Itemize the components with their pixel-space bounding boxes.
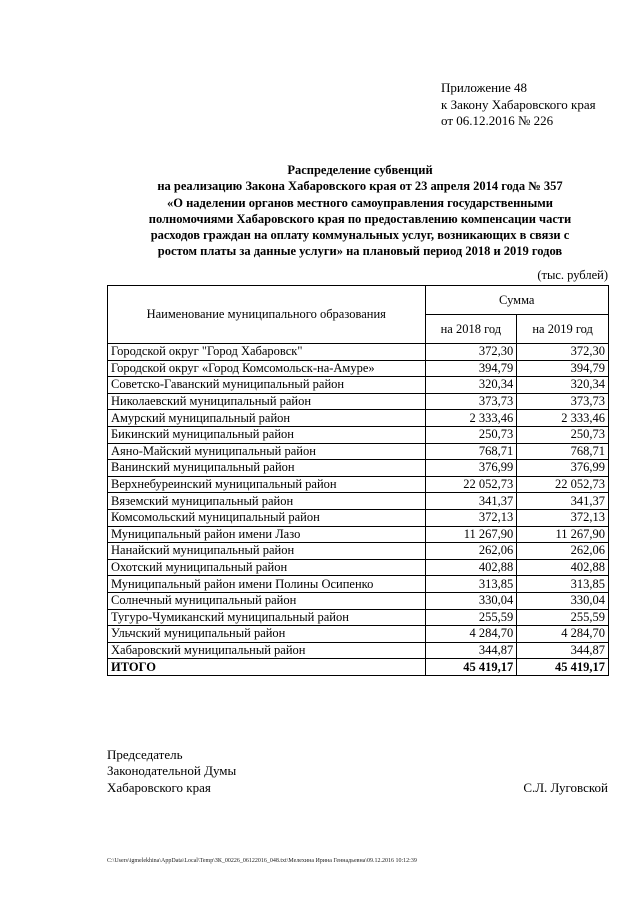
row-2019: 372,13 [517, 509, 609, 526]
row-2019: 320,34 [517, 377, 609, 394]
row-name: Бикинский муниципальный район [108, 426, 426, 443]
row-name: Охотский муниципальный район [108, 559, 426, 576]
table-body [108, 344, 609, 676]
row-2019: 394,79 [517, 360, 609, 377]
signature-line-2: Законодательной Думы [107, 763, 237, 779]
table-row [108, 360, 609, 377]
row-2018: 372,13 [425, 509, 517, 526]
subsidy-table [107, 285, 609, 676]
row-name: Комсомольский муниципальный район [108, 509, 426, 526]
appendix-line-3: от 06.12.2016 № 226 [441, 113, 554, 128]
table-row [108, 626, 609, 643]
row-2018: 4 284,70 [425, 626, 517, 643]
title-line-4: полномочиями Хабаровского края по предоставлению компенсации части [148, 211, 572, 226]
signature-line-1: Председатель [107, 747, 183, 762]
row-2018: 2 333,46 [425, 410, 517, 427]
row-name: Солнечный муниципальный район [108, 592, 426, 609]
table-row [108, 443, 609, 460]
row-2019: 250,73 [517, 426, 609, 443]
table-row [108, 460, 609, 477]
table-row [108, 576, 609, 593]
title-line-6: ростом платы за данные услуги» на плановый период 2018 и 2019 годов [157, 244, 563, 259]
row-2019: 2 333,46 [517, 410, 609, 427]
signature-block [107, 747, 236, 796]
row-name: Муниципальный район имени Полины Осипенко [108, 576, 426, 593]
table-row [108, 476, 609, 493]
row-name: Амурский муниципальный район [108, 410, 426, 427]
row-name: Ульчский муниципальный район [108, 626, 426, 643]
row-name: Тугуро-Чумиканский муниципальный район [108, 609, 426, 626]
table-row [108, 410, 609, 427]
units-label: (тыс. рублей) [537, 268, 608, 282]
row-2018: 11 267,90 [425, 526, 517, 543]
row-name: Советско-Гаванский муниципальный район [108, 377, 426, 394]
signature-line-3: Хабаровского края [107, 779, 211, 795]
table-row [108, 592, 609, 609]
column-header-sum: Сумма [425, 286, 609, 315]
row-2018: 330,04 [425, 592, 517, 609]
total-row [108, 659, 609, 676]
row-name: Верхнебуреинский муниципальный район [108, 476, 426, 493]
row-name: Городской округ «Город Комсомольск-на-Амуре» [108, 360, 426, 377]
row-2018: 255,59 [425, 609, 517, 626]
table-row [108, 377, 609, 394]
row-2018: 394,79 [425, 360, 517, 377]
row-2018: 768,71 [425, 443, 517, 460]
row-2018: 262,06 [425, 543, 517, 560]
row-name: Аяно-Майский муниципальный район [108, 443, 426, 460]
row-name: Городской округ "Город Хабаровск" [108, 344, 426, 361]
row-2018: 341,37 [425, 493, 517, 510]
appendix-line-2: к Закону Хабаровского края [441, 96, 596, 112]
signer-name: С.Л. Луговской [523, 780, 608, 795]
column-header-name: Наименование муниципального образования [108, 286, 426, 344]
row-2019: 262,06 [517, 543, 609, 560]
row-2018: 376,99 [425, 460, 517, 477]
table-row [108, 609, 609, 626]
table-row [108, 509, 609, 526]
total-2019: 45 419,17 [517, 659, 609, 676]
total-2018: 45 419,17 [425, 659, 517, 676]
table-row [108, 493, 609, 510]
title-line-2: на реализацию Закона Хабаровского края от 23 апреля 2014 года № 357 [157, 179, 563, 194]
row-2019: 341,37 [517, 493, 609, 510]
table-row [108, 559, 609, 576]
table-row [108, 543, 609, 560]
row-2019: 330,04 [517, 592, 609, 609]
row-2019: 373,73 [517, 393, 609, 410]
row-2019: 313,85 [517, 576, 609, 593]
row-2019: 402,88 [517, 559, 609, 576]
row-2018: 320,34 [425, 377, 517, 394]
table-row [108, 642, 609, 659]
row-2018: 250,73 [425, 426, 517, 443]
column-header-2019: на 2019 год [517, 315, 609, 344]
row-2018: 372,30 [425, 344, 517, 361]
row-2019: 768,71 [517, 443, 609, 460]
row-name: Николаевский муниципальный район [108, 393, 426, 410]
row-2019: 255,59 [517, 609, 609, 626]
document-title [100, 162, 620, 260]
file-path-footer: C:\Users\igmelekhina\AppData\Local\Temp\ЗК_00226_06122016_048.txt\Мелехина Ирина Геннадьевна\09.12.2016 10:12:39 [107, 858, 417, 864]
row-name: Нанайский муниципальный район [108, 543, 426, 560]
table-row [108, 526, 609, 543]
appendix-line-1: Приложение 48 [441, 80, 528, 95]
row-name: Ванинский муниципальный район [108, 460, 426, 477]
row-name: Муниципальный район имени Лазо [108, 526, 426, 543]
row-2019: 11 267,90 [517, 526, 609, 543]
row-2019: 372,30 [517, 344, 609, 361]
row-2018: 313,85 [425, 576, 517, 593]
title-line-1: Распределение субвенций [287, 163, 433, 177]
title-line-3: «О наделении органов местного самоуправления государственными [167, 195, 553, 210]
total-label: ИТОГО [108, 659, 426, 676]
row-2019: 344,87 [517, 642, 609, 659]
table-row [108, 393, 609, 410]
row-name: Вяземский муниципальный район [108, 493, 426, 510]
row-2018: 373,73 [425, 393, 517, 410]
table-row [108, 344, 609, 361]
row-2019: 376,99 [517, 460, 609, 477]
column-header-2018: на 2018 год [425, 315, 517, 344]
row-2018: 402,88 [425, 559, 517, 576]
row-2018: 22 052,73 [425, 476, 517, 493]
appendix-block [441, 80, 596, 130]
title-line-5: расходов граждан на оплату коммунальных услуг, возникающих в связи с [150, 228, 570, 243]
row-2019: 4 284,70 [517, 626, 609, 643]
row-2018: 344,87 [425, 642, 517, 659]
table-row [108, 426, 609, 443]
row-2019: 22 052,73 [517, 476, 609, 493]
row-name: Хабаровский муниципальный район [108, 642, 426, 659]
